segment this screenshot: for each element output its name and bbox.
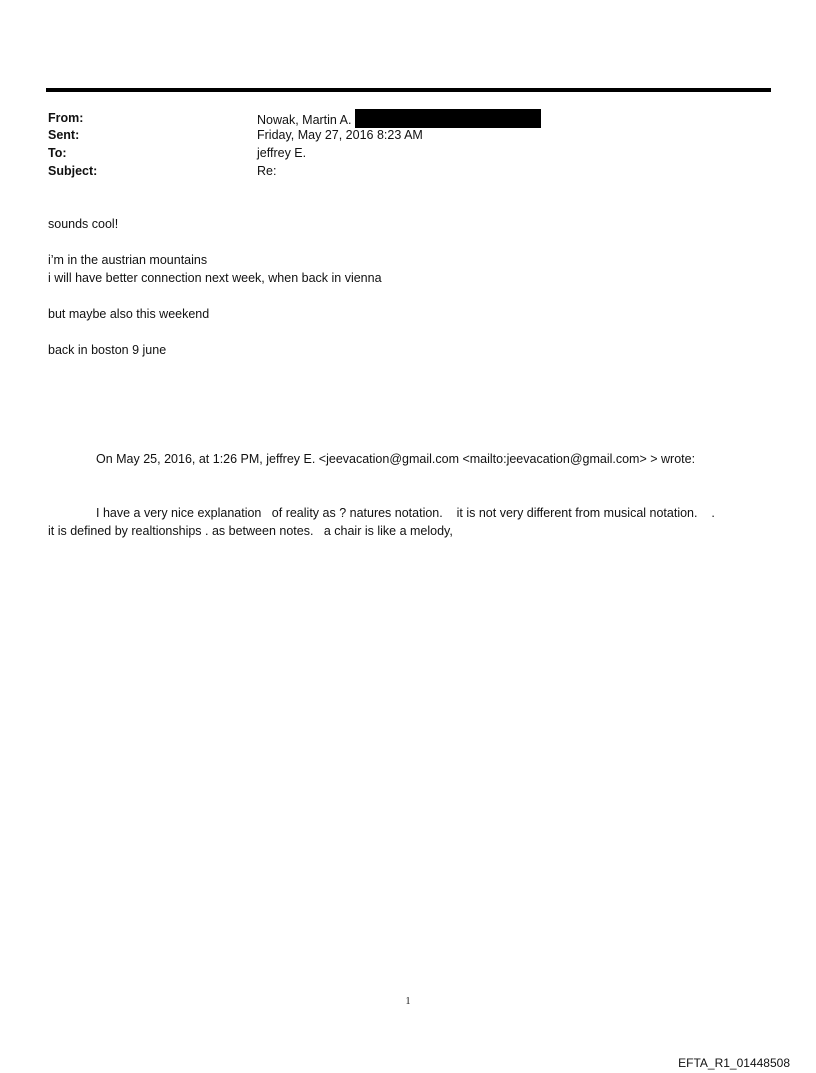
body-line: sounds cool! xyxy=(48,217,119,231)
quote-attribution: On May 25, 2016, at 1:26 PM, jeffrey E. <jeevacation@gmail.com <mailto:jeevacation@gmail.com> > wrote: xyxy=(96,452,696,466)
quote-line: I have a very nice explanation of reality as ? natures notation. it is not very different from musical notation. . xyxy=(96,506,715,520)
sent-value: Friday, May 27, 2016 8:23 AM xyxy=(257,128,423,142)
subject-label: Subject: xyxy=(48,164,98,178)
to-value: jeffrey E. xyxy=(257,146,307,160)
body-line: but maybe also this weekend xyxy=(48,307,210,321)
from-label: From: xyxy=(48,111,84,125)
quote-line: it is defined by realtionships . as between notes. a chair is like a melody, xyxy=(48,524,453,538)
from-name: Nowak, Martin A. xyxy=(257,113,352,127)
header-rule xyxy=(46,88,771,92)
subject-value: Re: xyxy=(257,164,277,178)
bates-number: EFTA_R1_01448508 xyxy=(678,1056,790,1070)
page-number: 1 xyxy=(405,996,411,1007)
to-label: To: xyxy=(48,146,67,160)
body-line: i will have better connection next week, when back in vienna xyxy=(48,271,382,285)
body-line: back in boston 9 june xyxy=(48,343,167,357)
sent-label: Sent: xyxy=(48,128,80,142)
body-line: i’m in the austrian mountains xyxy=(48,253,208,267)
